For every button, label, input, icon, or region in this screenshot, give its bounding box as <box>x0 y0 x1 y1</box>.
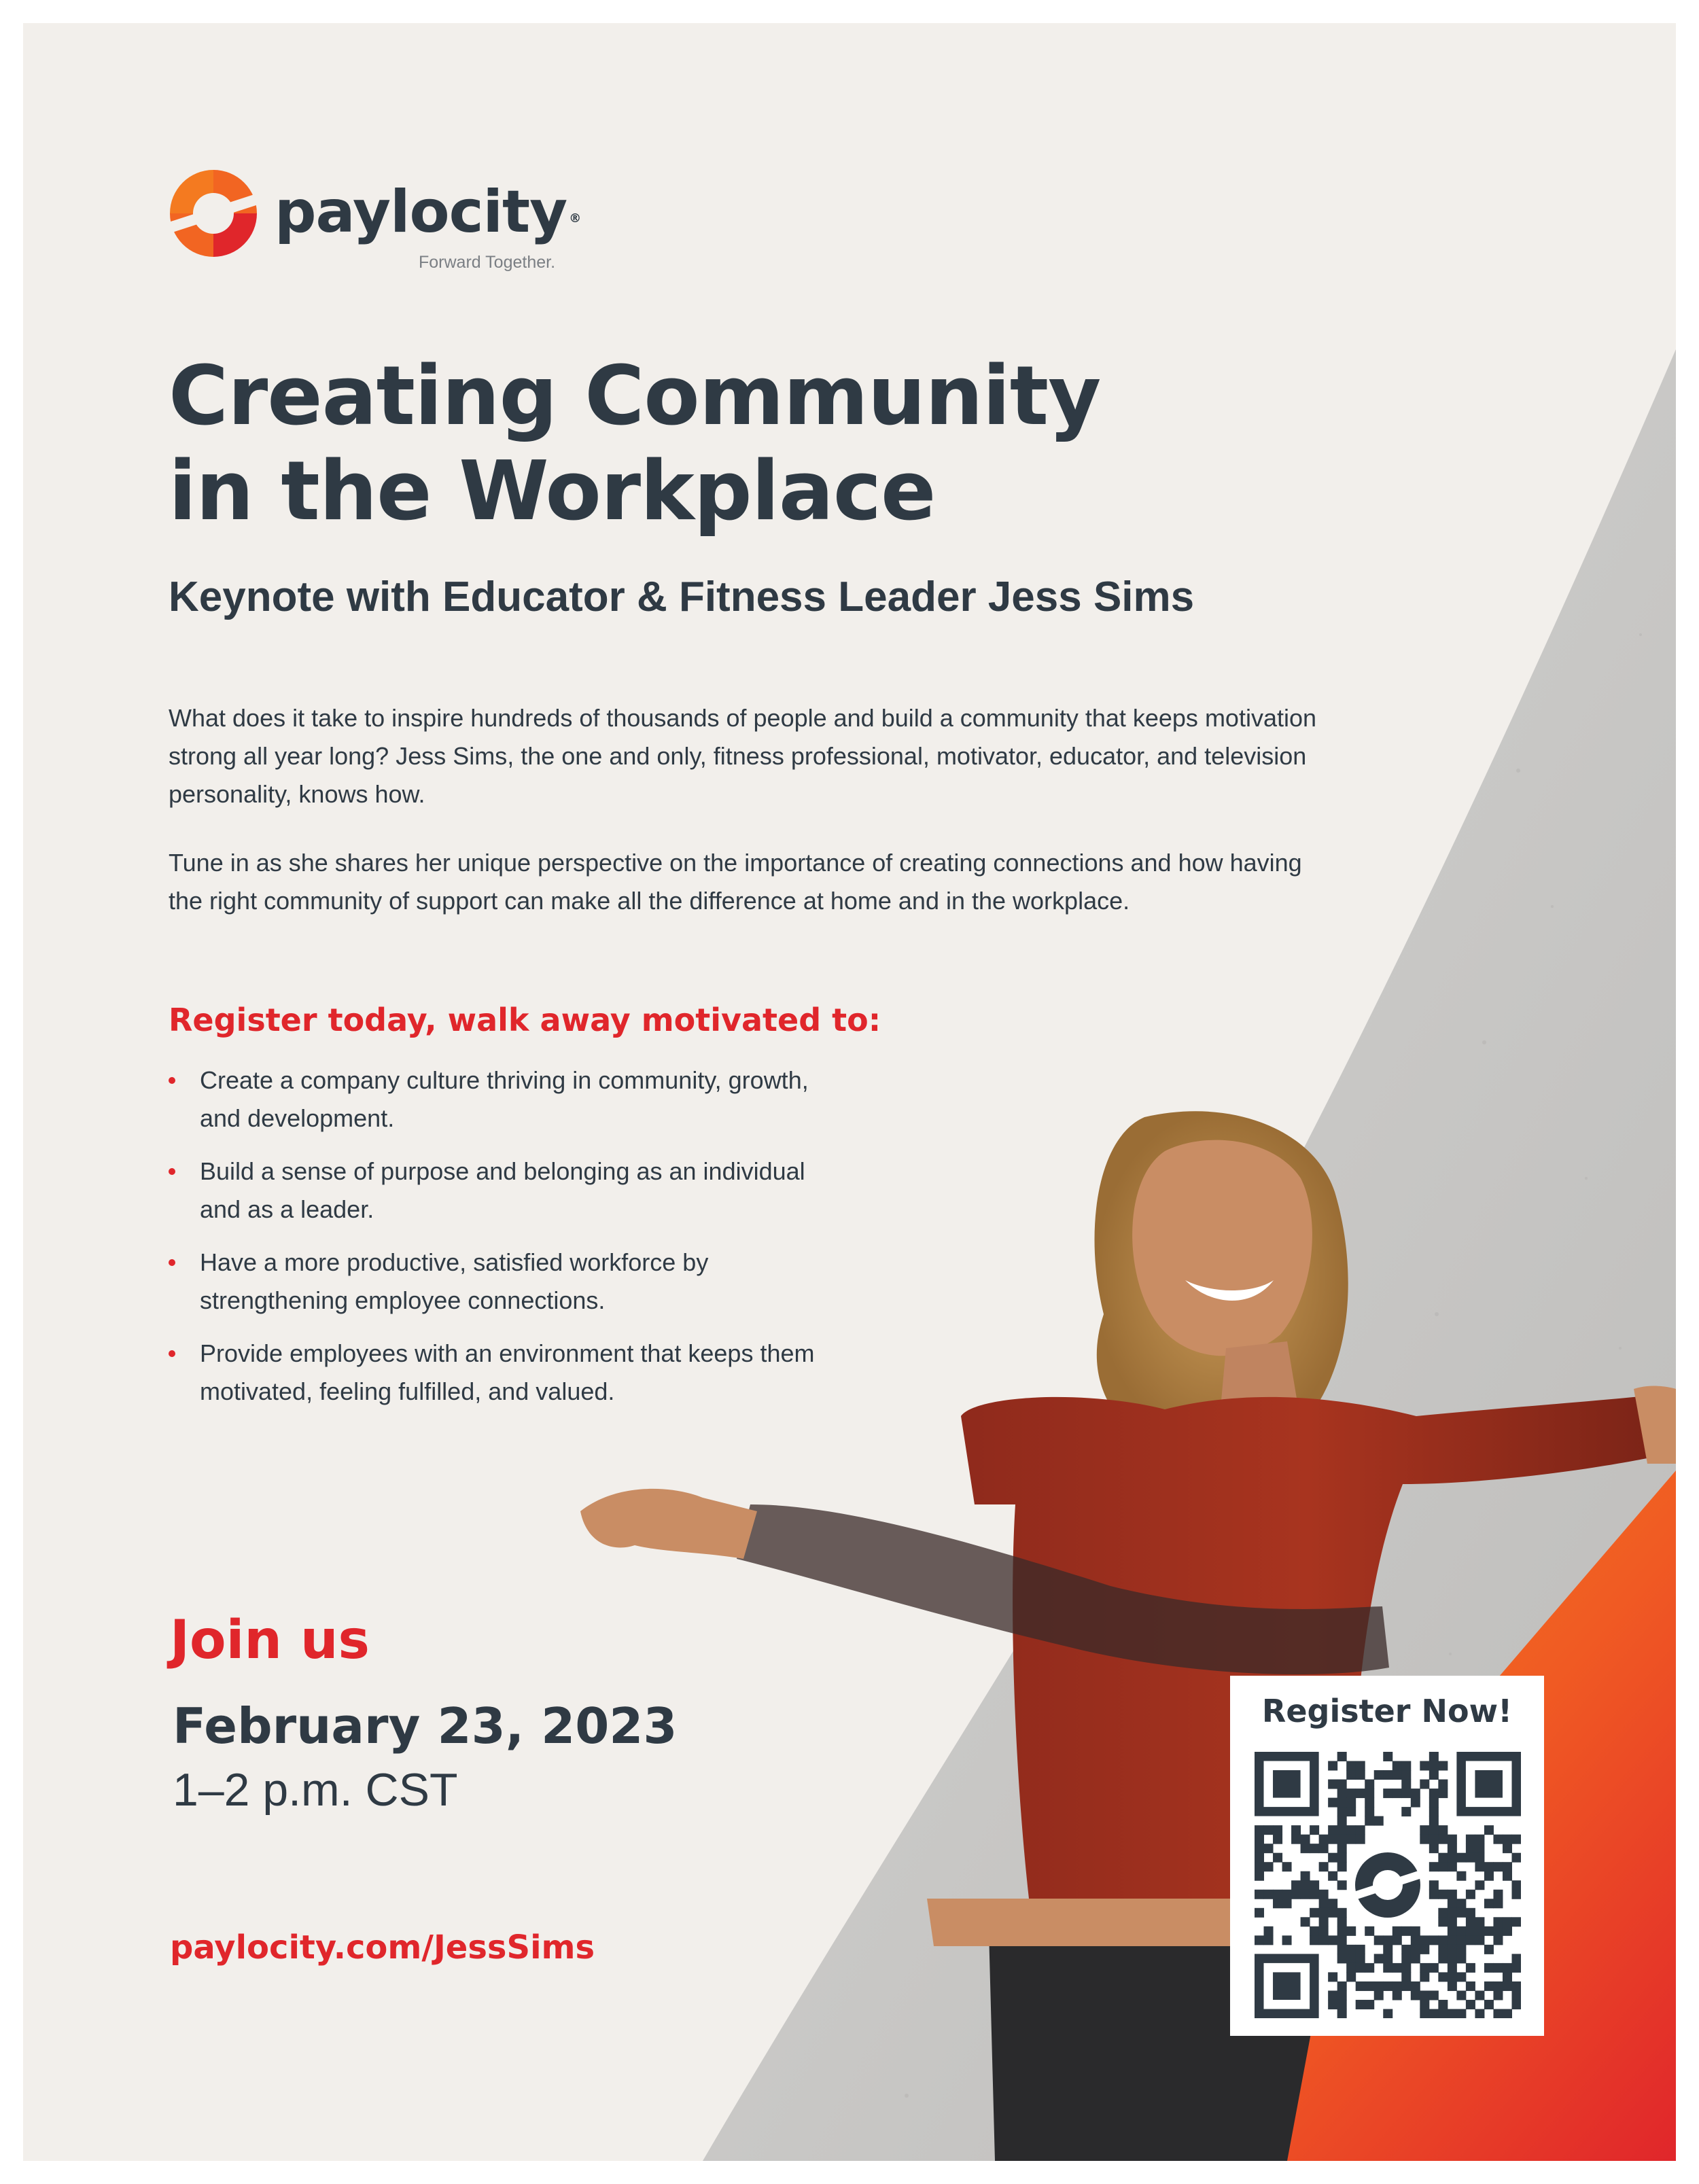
paylocity-logo <box>166 166 587 302</box>
paylocity-wordmark: paylocity ® <box>275 178 581 246</box>
qr-code[interactable] <box>1255 1752 1521 2018</box>
keynote-subtitle: Keynote with Educator & Fitness Leader Jess Sims <box>169 574 1195 620</box>
bullet-dot-icon <box>169 1077 175 1084</box>
title-line-1: Creating Community <box>169 349 1101 444</box>
bullet-dot-icon <box>169 1259 175 1266</box>
qr-register-card <box>1230 1676 1544 2036</box>
qr-label: Register Now! <box>1261 1693 1513 1729</box>
event-date: February 23, 2023 <box>173 1697 678 1755</box>
registration-link[interactable]: paylocity.com/JessSims <box>170 1928 595 1967</box>
flyer-page <box>23 23 1676 2161</box>
logo-tagline: Forward Together. <box>419 253 556 272</box>
list-item <box>169 1244 848 1320</box>
event-time: 1–2 p.m. CST <box>173 1764 458 1816</box>
trademark-symbol: ® <box>569 211 581 226</box>
bullet-text: Provide employees with an environment that keeps them motivated, feeling fulfilled, and valued. <box>200 1339 815 1405</box>
bullet-dot-icon <box>169 1350 175 1357</box>
intro-paragraph: What does it take to inspire hundreds of thousands of people and build a community that keeps motivation strong all year long? Jess Sims, the one and only, fitness professional, motivator, educator, and television personality, knows how. <box>169 704 1317 808</box>
title-line-2: in the Workplace <box>169 444 936 539</box>
join-us-heading: Join us <box>170 1610 370 1671</box>
list-item <box>169 1061 848 1138</box>
bullet-text: Have a more productive, satisfied workforce by strengthening employee connections. <box>200 1248 709 1314</box>
bullet-dot-icon <box>169 1168 175 1175</box>
list-item <box>169 1335 848 1411</box>
bullet-text: Build a sense of purpose and belonging as an individual and as a leader. <box>200 1157 805 1223</box>
paylocity-logo-icon <box>166 166 261 261</box>
benefits-list <box>169 1061 848 1426</box>
bullet-text: Create a company culture thriving in community, growth, and development. <box>200 1066 809 1132</box>
list-item <box>169 1152 848 1229</box>
perspective-paragraph: Tune in as she shares her unique perspective on the importance of creating connections and how having the right community of support can make all the difference at home and in the workplace. <box>169 849 1302 915</box>
page-title <box>169 349 1188 540</box>
register-heading: Register today, walk away motivated to: <box>169 1002 881 1038</box>
